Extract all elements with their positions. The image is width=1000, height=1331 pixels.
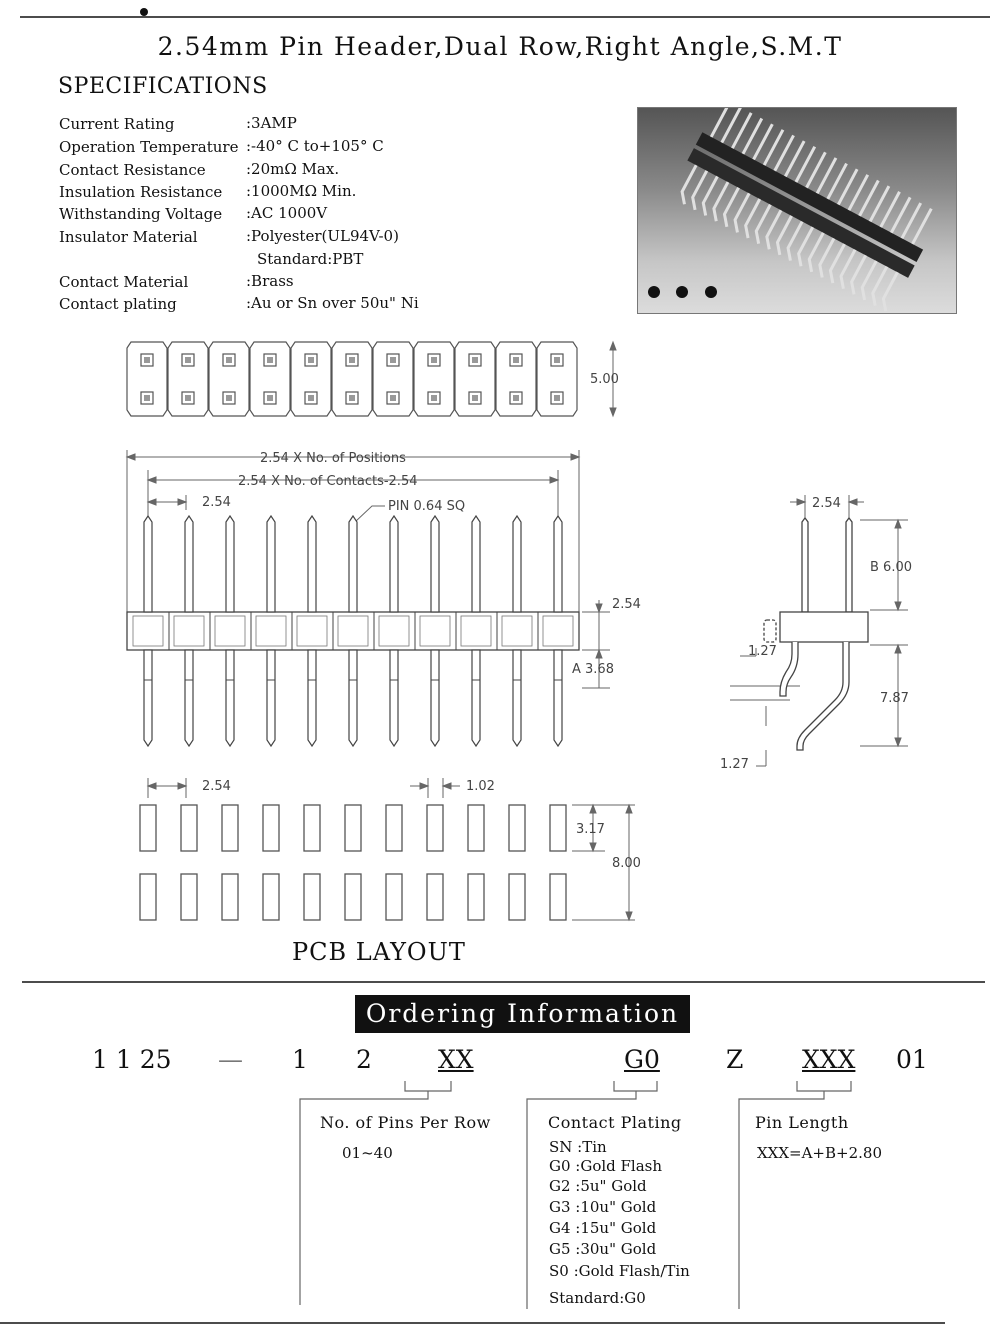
pin-upper (308, 516, 316, 612)
dim-pcb-pitch: 2.54 (202, 779, 231, 794)
part-code-length: XXX (802, 1045, 856, 1074)
spec-value: :Au or Sn over 50u" Ni (246, 294, 419, 312)
spec-label: Operation Temperature (59, 138, 239, 156)
spec-value: :3AMP (246, 114, 297, 132)
spec-label: Contact plating (59, 295, 177, 313)
cell-outline (168, 342, 208, 416)
contact-square-inner (431, 395, 437, 401)
pin-lower (513, 650, 521, 746)
contact-square-inner (185, 395, 191, 401)
plating-option: G4 :15u" Gold (549, 1219, 657, 1237)
pcb-pad (468, 874, 484, 920)
pcb-pad (181, 805, 197, 851)
dim-offset-2: 1.27 (720, 757, 749, 772)
pcb-pad (468, 805, 484, 851)
top-view-cell (209, 342, 249, 416)
dim-pad-width: 1.02 (466, 779, 495, 794)
pcb-pad (222, 805, 238, 851)
spec-label: Current Rating (59, 115, 175, 133)
plating-option: G3 :10u" Gold (549, 1198, 657, 1216)
cell-outline (373, 342, 413, 416)
spec-row-insulation-resistance (59, 182, 222, 201)
pin-lower (144, 650, 152, 746)
top-view-drawing (110, 330, 650, 430)
spec-row-withstanding-voltage (59, 204, 222, 223)
contact-square-inner (226, 357, 232, 363)
spec-label: Contact Resistance (59, 161, 206, 179)
dim-side-height: 7.87 (880, 691, 909, 706)
top-view-cell (127, 342, 167, 416)
part-code-row: 1 (292, 1045, 308, 1074)
plating-option: G2 :5u" Gold (549, 1177, 647, 1195)
part-code-type: 2 (356, 1045, 372, 1074)
spec-value: :AC 1000V (246, 204, 328, 222)
product-photo (637, 107, 957, 314)
pcb-pad (263, 805, 279, 851)
top-view-cell (496, 342, 536, 416)
pin-lower (308, 650, 316, 746)
pcb-pad (509, 874, 525, 920)
part-code-plating: G0 (624, 1045, 660, 1074)
pin-upper (554, 516, 562, 612)
pcb-pad (222, 874, 238, 920)
cell-outline (537, 342, 577, 416)
spec-row-operation-temperature (59, 137, 238, 156)
pcb-pad (263, 874, 279, 920)
top-rule (0, 0, 1000, 30)
pcb-pad (550, 874, 566, 920)
top-view-cell (414, 342, 454, 416)
top-view-cells (127, 342, 577, 416)
cell-outline (291, 342, 331, 416)
pin-upper (144, 516, 152, 612)
part-code-series: 1 1 25 (92, 1045, 172, 1074)
contact-square-inner (513, 357, 519, 363)
contact-square-inner (267, 357, 273, 363)
top-view-cell (537, 342, 577, 416)
contact-square-inner (390, 395, 396, 401)
photo-dot (705, 286, 717, 298)
top-view-cell (373, 342, 413, 416)
contact-square-inner (390, 357, 396, 363)
pin-lower (554, 650, 562, 746)
contact-square-inner (144, 395, 150, 401)
insulator-body (127, 612, 579, 650)
dim-pin-size: PIN 0.64 SQ (388, 499, 466, 514)
pcb-pad (427, 805, 443, 851)
cell-outline (332, 342, 372, 416)
dim-pad-span: 8.00 (612, 856, 641, 871)
dim-side-pitch: 2.54 (812, 496, 841, 511)
pin-upper (513, 516, 521, 612)
photo-dot (648, 286, 660, 298)
spec-label: Insulator Material (59, 228, 198, 246)
side-view-drawing (710, 490, 940, 780)
spec-value: :1000MΩ Min. (246, 182, 357, 200)
pin-lower (226, 650, 234, 746)
specifications-heading: SPECIFICATIONS (58, 74, 268, 99)
pin-lower (267, 650, 275, 746)
plating-option: G0 :Gold Flash (549, 1157, 663, 1175)
front-view-pins (127, 516, 579, 746)
pcb-pad (386, 805, 402, 851)
plating-option: S0 :Gold Flash/Tin (549, 1262, 690, 1280)
dim-offset-1: 1.27 (748, 644, 777, 659)
bottom-rule (0, 1318, 1000, 1328)
spec-value: :-40° C to+105° C (246, 137, 384, 155)
contact-square-inner (472, 357, 478, 363)
pin-length-formula: XXX=A+B+2.80 (757, 1144, 882, 1162)
top-view-cell (332, 342, 372, 416)
product-photo-illustration (638, 108, 956, 313)
pin-upper (390, 516, 398, 612)
top-view-cell (250, 342, 290, 416)
top-view-cell (455, 342, 495, 416)
spec-row-contact-plating (59, 294, 177, 313)
pin-lower (431, 650, 439, 746)
spec-value-standard-insulator: Standard:PBT (257, 250, 364, 268)
contact-square-inner (349, 395, 355, 401)
spec-label: Contact Material (59, 273, 189, 291)
cell-outline (250, 342, 290, 416)
spec-row-contact-resistance (59, 160, 206, 179)
spec-label: Withstanding Voltage (59, 205, 223, 223)
dim-insulator-height: 2.54 (612, 597, 641, 612)
contact-square-inner (267, 395, 273, 401)
spec-value: :Polyester(UL94V-0) (246, 227, 399, 245)
page-title: 2.54mm Pin Header,Dual Row,Right Angle,S.M.T (157, 32, 843, 61)
contact-square-inner (308, 357, 314, 363)
contact-square-inner (431, 357, 437, 363)
pcb-pad (386, 874, 402, 920)
plating-standard: Standard:G0 (549, 1289, 646, 1307)
top-view-cell (168, 342, 208, 416)
pcb-pad (345, 805, 361, 851)
pcb-pad (304, 874, 320, 920)
plating-option: G5 :30u" Gold (549, 1240, 657, 1258)
contact-square-inner (513, 395, 519, 401)
part-code-z: Z (726, 1045, 744, 1074)
pin-lower (390, 650, 398, 746)
part-code-suffix: 01 (896, 1045, 928, 1074)
pin-upper (349, 516, 357, 612)
pins-per-row-title: No. of Pins Per Row (320, 1113, 491, 1132)
pcb-pad (427, 874, 443, 920)
ordering-heading: Ordering Information (355, 995, 690, 1033)
contact-square-inner (472, 395, 478, 401)
pin-upper (185, 516, 193, 612)
section-divider (0, 975, 1000, 987)
cell-outline (414, 342, 454, 416)
pin-upper (472, 516, 480, 612)
pcb-pad (509, 805, 525, 851)
spec-row-contact-material (59, 272, 188, 291)
photo-dot (676, 286, 688, 298)
pcb-pad (550, 805, 566, 851)
spec-value: :Brass (246, 272, 294, 290)
contact-square-inner (226, 395, 232, 401)
pcb-pad (345, 874, 361, 920)
pcb-pad (304, 805, 320, 851)
spec-value: :20mΩ Max. (246, 160, 340, 178)
pcb-layout-drawing (110, 770, 670, 930)
pin-lower (185, 650, 193, 746)
contact-square-inner (554, 357, 560, 363)
plating-option: SN :Tin (549, 1138, 607, 1156)
pin-lower (349, 650, 357, 746)
contact-plating-title: Contact Plating (548, 1113, 682, 1132)
spec-label: Insulation Resistance (59, 183, 223, 201)
dim-b: B 6.00 (870, 560, 912, 575)
cell-outline (209, 342, 249, 416)
part-code-pins: XX (438, 1045, 474, 1074)
part-code-dash: — (218, 1045, 243, 1074)
pcb-pad (140, 874, 156, 920)
spec-row-insulator-material (59, 227, 198, 246)
front-view-drawing (110, 440, 670, 760)
dim-pitch: 2.54 (202, 495, 231, 510)
pin-upper (431, 516, 439, 612)
pcb-pads (140, 805, 566, 920)
dim-positions: 2.54 X No. of Positions (260, 451, 406, 466)
pin-upper (226, 516, 234, 612)
dim-contacts: 2.54 X No. of Contacts-2.54 (238, 474, 418, 489)
pcb-layout-caption: PCB LAYOUT (292, 938, 466, 966)
dim-pad-length: 3.17 (576, 822, 605, 837)
pcb-pad (181, 874, 197, 920)
pcb-pad (140, 805, 156, 851)
contact-square-inner (185, 357, 191, 363)
cell-outline (455, 342, 495, 416)
cell-outline (496, 342, 536, 416)
marker-dot (140, 8, 148, 16)
ordering-connectors (0, 1075, 1000, 1315)
contact-square-inner (144, 357, 150, 363)
pins-per-row-range: 01~40 (342, 1144, 393, 1162)
pin-length-title: Pin Length (755, 1113, 849, 1132)
top-view-cell (291, 342, 331, 416)
cell-outline (127, 342, 167, 416)
dim-top-view-height: 5.00 (590, 372, 619, 387)
contact-square-inner (308, 395, 314, 401)
pin-lower (472, 650, 480, 746)
pin-upper (267, 516, 275, 612)
dim-a: A 3.68 (572, 662, 614, 677)
contact-square-inner (554, 395, 560, 401)
spec-row-current-rating (59, 114, 174, 133)
contact-square-inner (349, 357, 355, 363)
